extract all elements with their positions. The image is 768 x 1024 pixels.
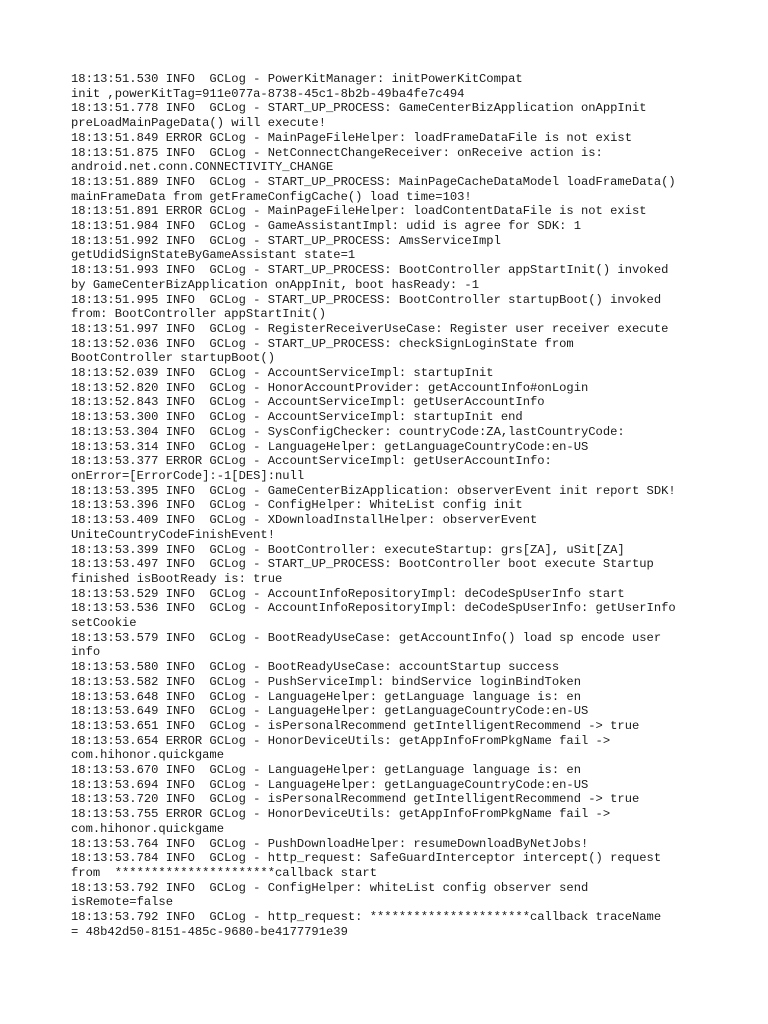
log-line: init ,powerKitTag=911e077a-8738-45c1-8b2b-49ba4fe7c494: [71, 86, 465, 101]
log-line: 18:13:53.579 INFO GCLog - BootReadyUseCase: getAccountInfo() load sp encode user: [71, 630, 662, 645]
log-line: mainFrameData from getFrameConfigCache() load time=103!: [71, 189, 472, 204]
log-line: 18:13:51.889 INFO GCLog - START_UP_PROCESS: MainPageCacheDataModel loadFrameData(): [71, 174, 676, 189]
log-line: 18:13:53.536 INFO GCLog - AccountInfoRepositoryImpl: deCodeSpUserInfo: getUserInfo: [71, 601, 676, 616]
log-line: 18:13:53.764 INFO GCLog - PushDownloadHelper: resumeDownloadByNetJobs!: [71, 836, 589, 851]
log-line: 18:13:51.993 INFO GCLog - START_UP_PROCESS: BootController appStartInit() invoked: [71, 263, 669, 278]
log-line: 18:13:51.849 ERROR GCLog - MainPageFileHelper: loadFrameDataFile is not exist: [71, 130, 632, 145]
log-line: preLoadMainPageData() will execute!: [71, 116, 326, 131]
log-line: com.hihonor.quickgame: [71, 748, 224, 763]
log-line: 18:13:53.396 INFO GCLog - ConfigHelper: WhiteList config init: [71, 498, 523, 513]
log-line: 18:13:51.530 INFO GCLog - PowerKitManager: initPowerKitCompat: [71, 72, 523, 86]
log-line: from **********************callback start: [71, 865, 377, 880]
log-line: 18:13:52.036 INFO GCLog - START_UP_PROCESS: checkSignLoginState from: [71, 336, 574, 351]
log-line: 18:13:53.654 ERROR GCLog - HonorDeviceUtils: getAppInfoFromPkgName fail ->: [71, 733, 611, 748]
log-line: getUdidSignStateByGameAssistant state=1: [71, 248, 356, 263]
log-line: isRemote=false: [71, 895, 173, 910]
log-line: 18:13:53.648 INFO GCLog - LanguageHelper: getLanguage language is: en: [71, 689, 581, 704]
log-line: com.hihonor.quickgame: [71, 821, 224, 836]
log-line: 18:13:53.300 INFO GCLog - AccountServiceImpl: startupInit end: [71, 410, 523, 425]
log-line: 18:13:53.651 INFO GCLog - isPersonalRecommend getIntelligentRecommend -> true: [71, 718, 640, 733]
log-line: = 48b42d50-8151-485c-9680-be4177791e39: [71, 924, 348, 939]
log-line: finished isBootReady is: true: [71, 571, 283, 586]
log-line: 18:13:53.580 INFO GCLog - BootReadyUseCase: accountStartup success: [71, 660, 560, 675]
log-line: 18:13:53.304 INFO GCLog - SysConfigChecker: countryCode:ZA,lastCountryCode:: [71, 424, 625, 439]
log-line: 18:13:53.649 INFO GCLog - LanguageHelper: getLanguageCountryCode:en-US: [71, 704, 589, 719]
log-line: 18:13:52.820 INFO GCLog - HonorAccountProvider: getAccountInfo#onLogin: [71, 380, 589, 395]
log-line: 18:13:51.891 ERROR GCLog - MainPageFileHelper: loadContentDataFile is not exist: [71, 204, 647, 219]
log-line: 18:13:53.720 INFO GCLog - isPersonalRecommend getIntelligentRecommend -> true: [71, 792, 640, 807]
log-line: onError=[ErrorCode]:-1[DES]:null: [71, 468, 305, 483]
log-line: 18:13:53.409 INFO GCLog - XDownloadInstallHelper: observerEvent: [71, 513, 538, 528]
log-line: 18:13:53.670 INFO GCLog - LanguageHelper: getLanguage language is: en: [71, 763, 581, 778]
log-line: from: BootController appStartInit(): [71, 307, 326, 322]
log-line: info: [71, 645, 101, 660]
log-line: 18:13:53.755 ERROR GCLog - HonorDeviceUtils: getAppInfoFromPkgName fail ->: [71, 807, 611, 822]
log-line: 18:13:51.995 INFO GCLog - START_UP_PROCESS: BootController startupBoot() invoked: [71, 292, 662, 307]
log-line: 18:13:51.875 INFO GCLog - NetConnectChangeReceiver: onReceive action is:: [71, 145, 603, 160]
log-line: UniteCountryCodeFinishEvent!: [71, 527, 275, 542]
log-line: 18:13:53.792 INFO GCLog - http_request: **********************callback traceName: [71, 910, 662, 925]
log-line: BootController startupBoot(): [71, 351, 275, 366]
log-line: 18:13:51.997 INFO GCLog - RegisterReceiverUseCase: Register user receiver execute: [71, 321, 669, 336]
log-line: 18:13:53.694 INFO GCLog - LanguageHelper: getLanguageCountryCode:en-US: [71, 777, 589, 792]
log-line: 18:13:51.992 INFO GCLog - START_UP_PROCESS: AmsServiceImpl: [71, 233, 501, 248]
log-line: 18:13:52.039 INFO GCLog - AccountServiceImpl: startupInit: [71, 366, 494, 381]
log-line: android.net.conn.CONNECTIVITY_CHANGE: [71, 160, 334, 175]
log-line: 18:13:51.778 INFO GCLog - START_UP_PROCESS: GameCenterBizApplication onAppInit: [71, 101, 647, 116]
log-line: 18:13:53.582 INFO GCLog - PushServiceImpl: bindService loginBindToken: [71, 674, 581, 689]
log-line: 18:13:53.395 INFO GCLog - GameCenterBizApplication: observerEvent init report SDK!: [71, 483, 676, 498]
log-document: [71, 72, 751, 939]
log-line: 18:13:53.399 INFO GCLog - BootController: executeStartup: grs[ZA], uSit[ZA]: [71, 542, 625, 557]
log-line: setCookie: [71, 616, 137, 631]
log-line: 18:13:53.529 INFO GCLog - AccountInfoRepositoryImpl: deCodeSpUserInfo start: [71, 586, 625, 601]
log-line: 18:13:51.984 INFO GCLog - GameAssistantImpl: udid is agree for SDK: 1: [71, 219, 581, 234]
log-line: 18:13:52.843 INFO GCLog - AccountServiceImpl: getUserAccountInfo: [71, 395, 545, 410]
log-line: 18:13:53.497 INFO GCLog - START_UP_PROCESS: BootController boot execute Startup: [71, 557, 654, 572]
log-line: 18:13:53.314 INFO GCLog - LanguageHelper: getLanguageCountryCode:en-US: [71, 439, 589, 454]
log-line: by GameCenterBizApplication onAppInit, boot hasReady: -1: [71, 277, 479, 292]
log-line: 18:13:53.792 INFO GCLog - ConfigHelper: whiteList config observer send: [71, 880, 589, 895]
log-line: 18:13:53.784 INFO GCLog - http_request: SafeGuardInterceptor intercept() request: [71, 851, 662, 866]
log-line: 18:13:53.377 ERROR GCLog - AccountServiceImpl: getUserAccountInfo:: [71, 454, 552, 469]
